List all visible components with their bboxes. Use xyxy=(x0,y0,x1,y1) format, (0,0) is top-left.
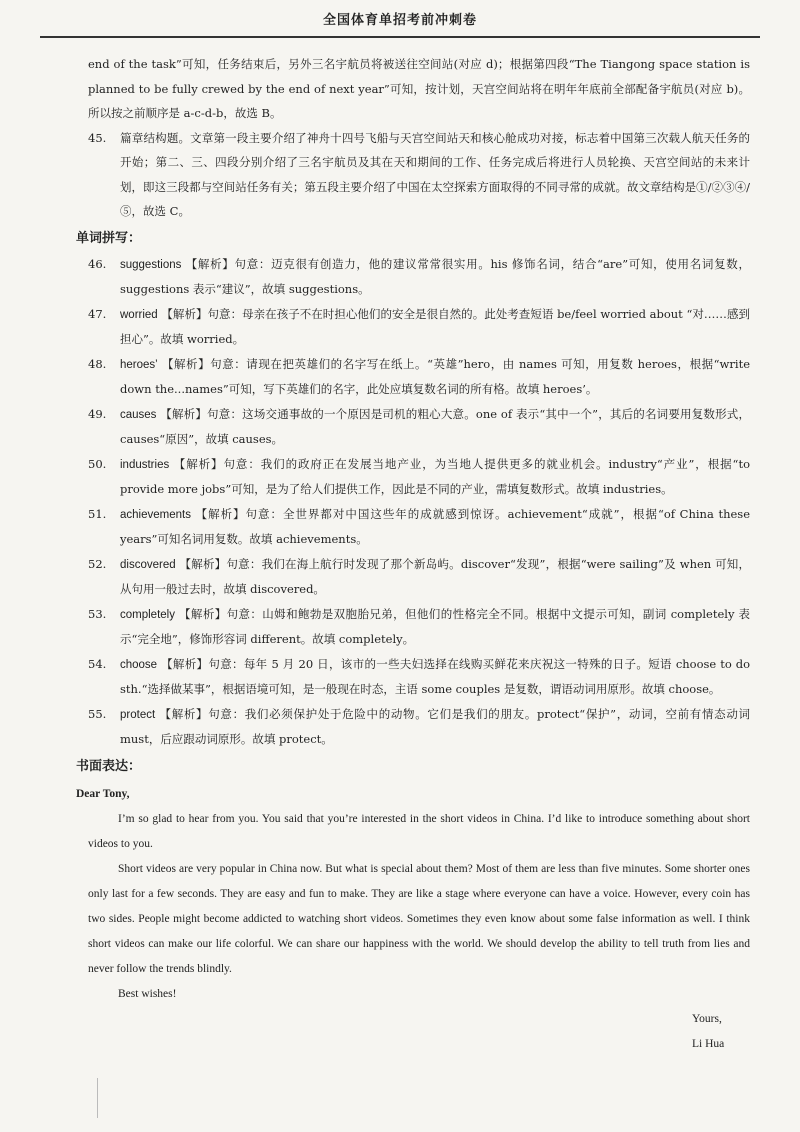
answer-45 xyxy=(88,126,750,224)
list-item xyxy=(88,702,750,752)
letter-paragraph-1: I’m so glad to hear from you. You said that you’re interested in the short videos in China. I’d like to introduce something about short videos to you. xyxy=(88,812,750,850)
answer-text: 【解析】句意：山姆和鲍勃是双胞胎兄弟，但他们的性格完全不同。根据中文提示可知，副词 completely 表示“完全地”，修饰形容词 different。故填 completely。 xyxy=(120,606,751,646)
question-number: 45. xyxy=(88,130,107,145)
list-item xyxy=(88,402,750,452)
list-item xyxy=(88,302,750,352)
signoff-text: Yours, xyxy=(692,1012,722,1025)
question-number: 47. xyxy=(88,306,107,321)
question-number: 55. xyxy=(88,706,107,721)
answer-text: 【解析】句意：迈克很有创造力，他的建议常常很实用。his 修饰名词，结合“are”可知，使用名词复数，suggestions 表示“建议”，故填 suggestions。 xyxy=(120,256,751,296)
question-number: 49. xyxy=(88,406,107,421)
answer-word: industries xyxy=(120,458,170,471)
list-item xyxy=(88,502,750,552)
question-number: 51. xyxy=(88,506,107,521)
list-item xyxy=(88,552,750,602)
letter-salutation: Dear Tony, xyxy=(76,787,130,800)
list-item xyxy=(88,652,750,702)
answer-text: 篇章结构题。文章第一段主要介绍了神舟十四号飞船与天宫空间站天和核心舱成功对接，标志着中国第三次载人航天任务的开始；第二、三、四段分别介绍了三名宇航员及其在天和期间的工作、任务完成后将进行人员轮换、天宫空间站的未来计划，即这三段都与空间站任务有关；第五段主要介绍了中国在太空探索方面取得的不同寻常的成就。故文章结构是①/②③④/⑤，故选 C。 xyxy=(120,130,750,218)
list-item xyxy=(88,602,750,652)
previous-answer-continuation: end of the task”可知，任务结束后，另外三名宇航员将被送往空间站(对应 d)；根据第四段“The Tiangong space station is planned to be fully crewed by the end of next year”可知，按计划，天宫空间站将在明年年底前全部配备宇航员(对应 b)。所以按之前顺序是 a-c-d-b，故选 B。 xyxy=(88,57,750,120)
answer-word: causes xyxy=(120,408,157,421)
question-number: 54. xyxy=(88,656,107,671)
answer-text: 【解析】句意：母亲在孩子不在时担心他们的安全是很自然的。此处考查短语 be/feel worried about “对……感到担心”。故填 worried。 xyxy=(120,306,750,346)
list-item xyxy=(88,352,750,402)
answer-word: completely xyxy=(120,608,175,621)
spelling-list xyxy=(88,252,750,752)
question-number: 48. xyxy=(88,356,107,371)
answer-text: 【解析】句意：我们必须保护处于危险中的动物。它们是我们的朋友。protect“保护”，动词，空前有情态动词 must，后应跟动词原形。故填 protect。 xyxy=(120,706,751,746)
answer-word: worried xyxy=(120,308,158,321)
answer-word: suggestions xyxy=(120,258,182,271)
answer-word: achievements xyxy=(120,508,191,521)
question-number: 46. xyxy=(88,256,107,271)
document-body xyxy=(76,52,751,1057)
question-number: 52. xyxy=(88,556,107,571)
sample-letter xyxy=(76,782,750,1057)
list-item xyxy=(88,252,750,302)
header-title: 全国体育单招考前冲刺卷 xyxy=(322,13,477,28)
answer-text: 【解析】句意：全世界都对中国这些年的成就感到惊讶。achievement“成就”，根据“of China these years”可知名词用复数。故填 achievements。 xyxy=(120,506,750,546)
letter-signature xyxy=(88,1032,750,1057)
answer-text: 【解析】句意：我们在海上航行时发现了那个新岛屿。discover“发现”，根据“were sailing”及 when 可知，从句用一般过去时，故填 discovered。 xyxy=(120,556,751,596)
answer-word: choose xyxy=(120,658,158,671)
answer-text: 【解析】句意：请现在把英雄们的名字写在纸上。“英雄”hero，由 names 可知，用复数 heroes，根据“write down the...names”可知，写下英雄们的名字，此处应填复数名词的所有格。故填 heroes’。 xyxy=(120,356,750,396)
question-number: 53. xyxy=(88,606,107,621)
answer-word: protect xyxy=(120,708,156,721)
page-header xyxy=(40,6,760,38)
signature-name: Li Hua xyxy=(692,1037,725,1050)
list-item xyxy=(88,452,750,502)
question-number: 50. xyxy=(88,456,107,471)
answer-text: 【解析】句意：每年 5 月 20 日，该市的一些夫妇选择在线购买鲜花来庆祝这一特殊的日子。短语 choose to do sth.“选择做某事”，根据语境可知，是一般现在时态，主语 some couples 是复数，谓语动词用原形。故填 choose。 xyxy=(120,656,751,696)
binding-margin-line xyxy=(97,1078,98,1118)
letter-signoff xyxy=(88,1007,750,1032)
answer-word: discovered xyxy=(120,558,176,571)
letter-closing: Best wishes! xyxy=(118,987,177,1000)
answer-text: 【解析】句意：我们的政府正在发展当地产业，为当地人提供更多的就业机会。industry“产业”，根据“to provide more jobs”可知，是为了给人们提供工作，因此是不同的产业，需填复数形式。故填 industries。 xyxy=(120,456,750,496)
section-title-writing: 书面表达： xyxy=(76,758,142,774)
answer-word: heroes’ xyxy=(120,358,158,371)
letter-paragraph-2: Short videos are very popular in China now. But what is special about them? Most of them are less than five minutes. Some shorter ones only last for a few seconds. They are easy and fun to make. They are like a stage where everyone can have a voice. However, every coin has two sides. People might become addicted to watching short videos. Sometimes they even know about some false information as well. I think short videos can make our life colorful. We can share our happiness with the world. We should develop the ability to tell truth from lies and never follow the trends blindly. xyxy=(88,862,750,975)
answer-text: 【解析】句意：这场交通事故的一个原因是司机的粗心大意。one of 表示“其中一个”，其后的名词要用复数形式，causes“原因”，故填 causes。 xyxy=(120,406,751,446)
section-title-spelling: 单词拼写： xyxy=(76,230,142,246)
